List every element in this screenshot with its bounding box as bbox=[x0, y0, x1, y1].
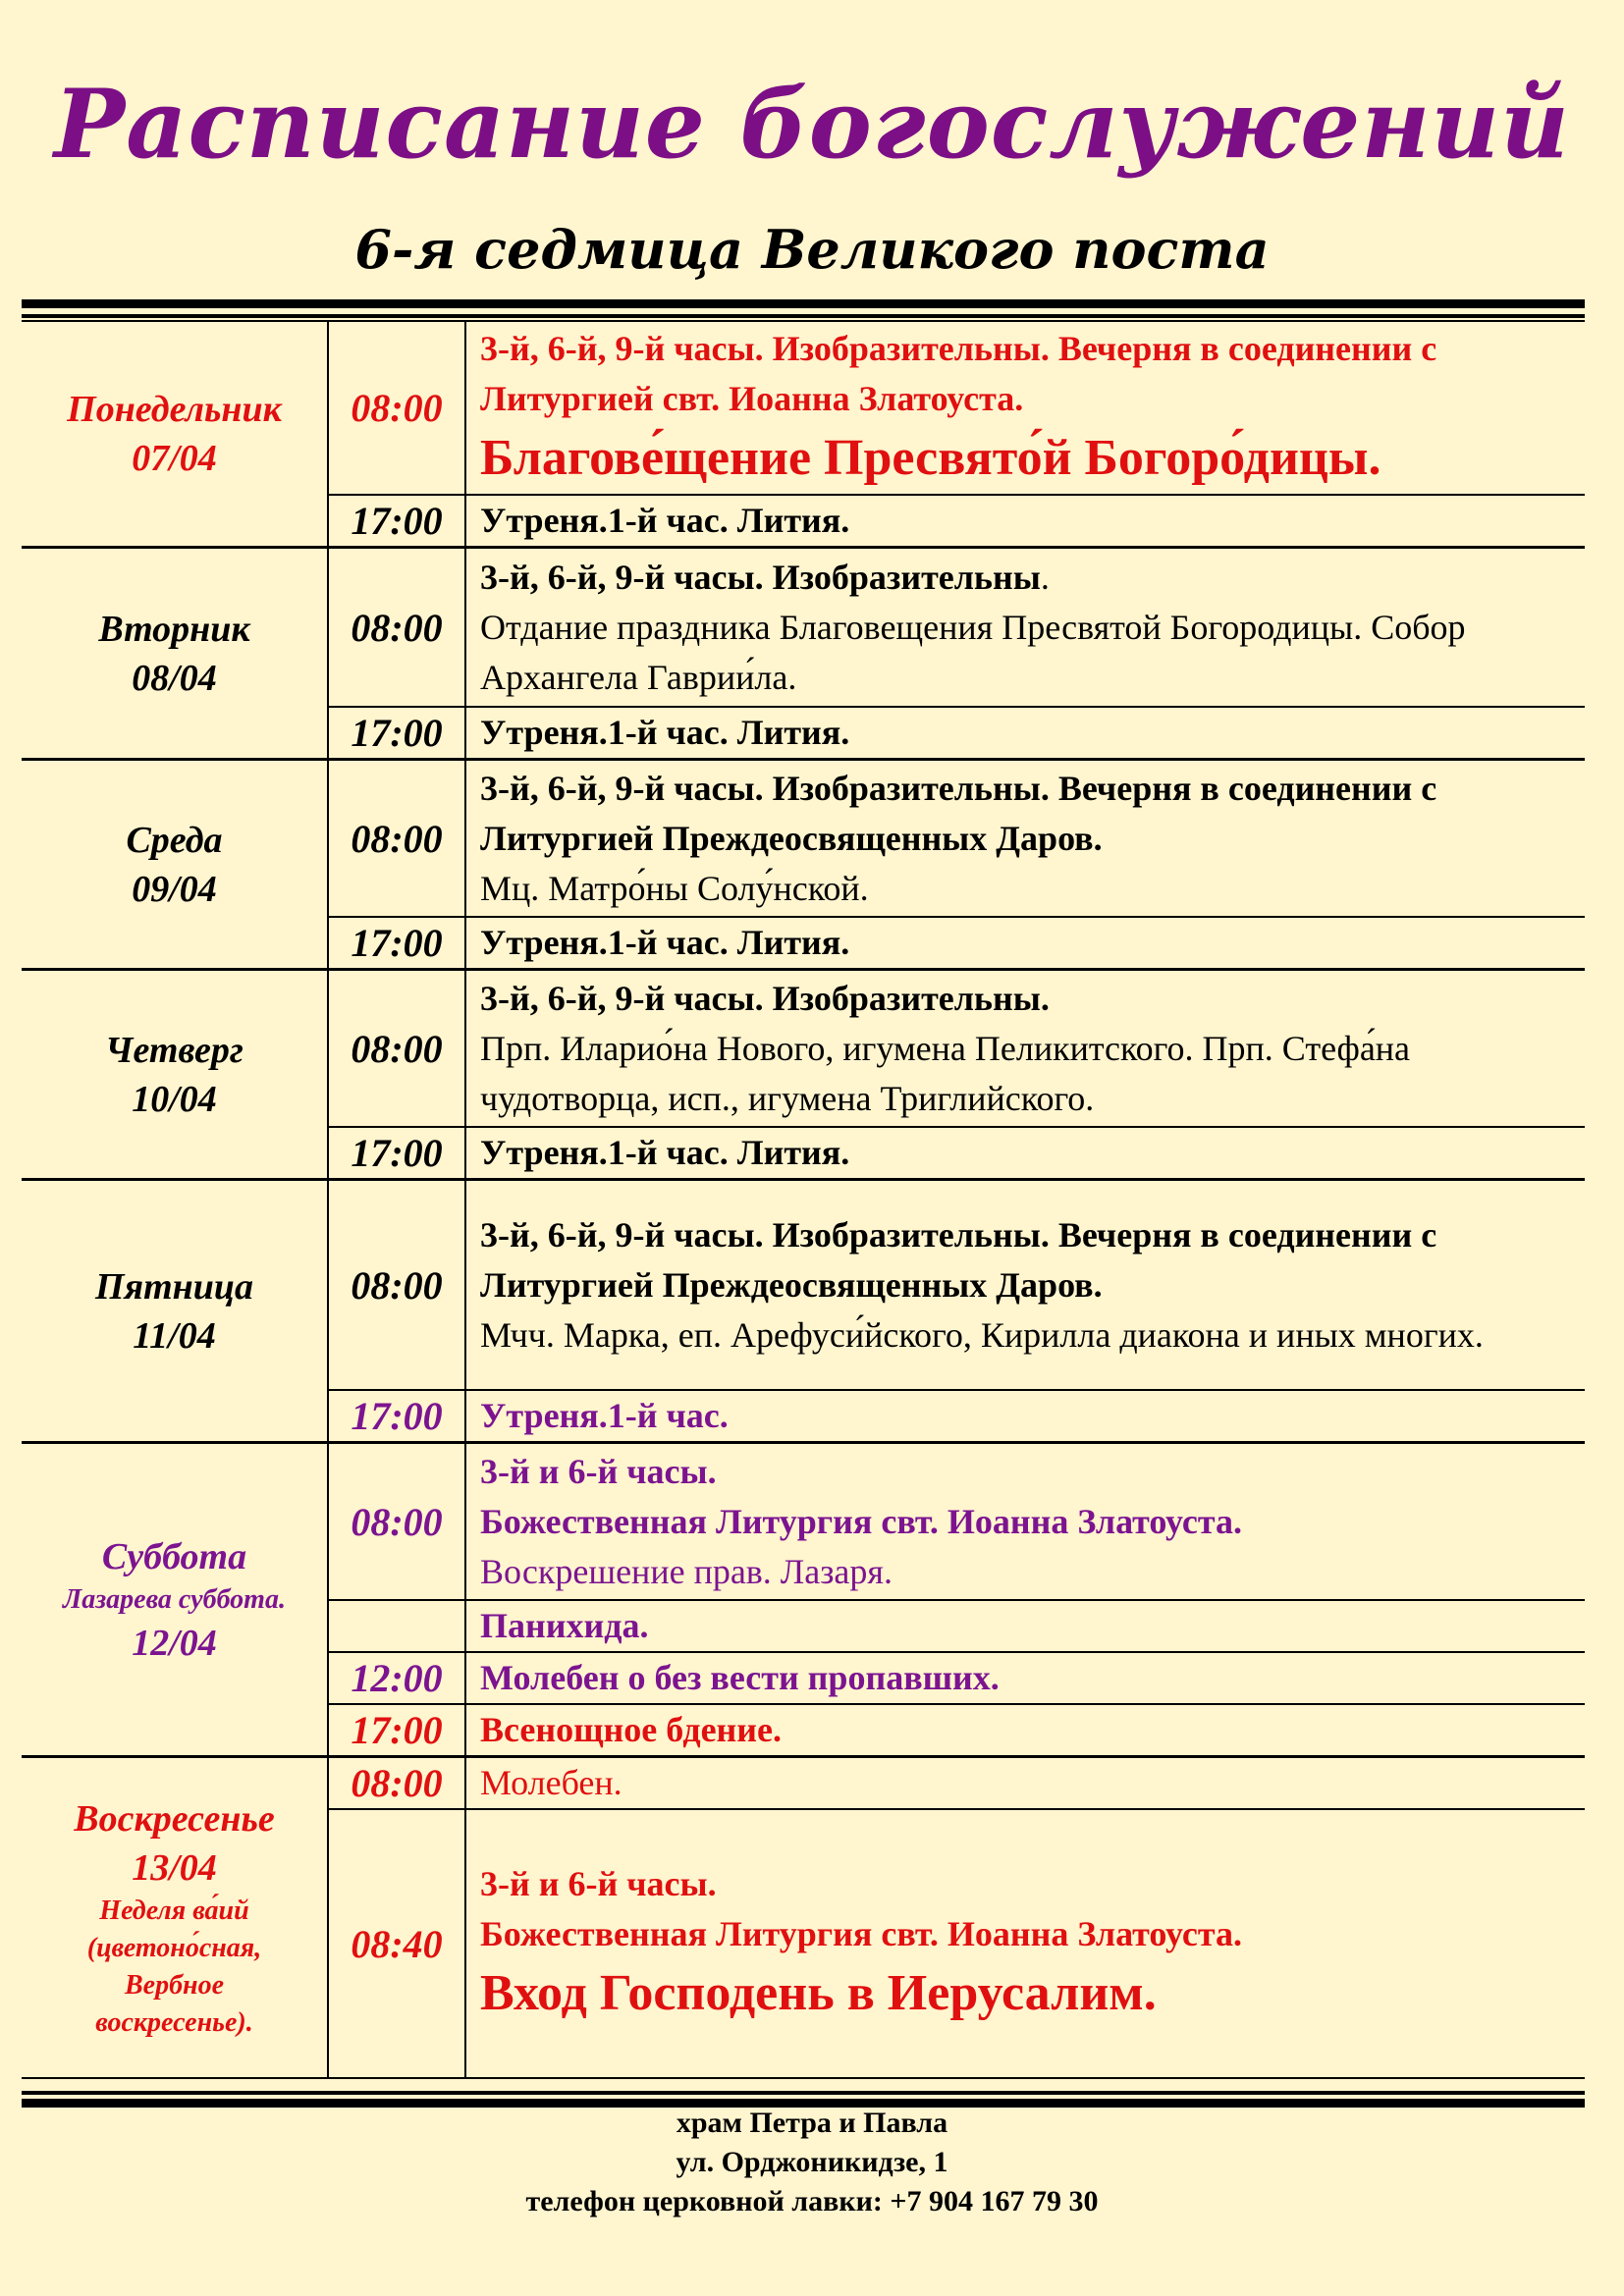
day-name: Понедельник bbox=[67, 389, 282, 430]
service-text: Божественная Литургия свт. Иоанна Златоуста. bbox=[480, 1914, 1242, 1953]
service-time: 17:00 bbox=[328, 917, 465, 970]
service-time: 08:00 bbox=[328, 1180, 465, 1391]
service-text: Утреня.1-й час. Лития. bbox=[465, 1127, 1585, 1180]
service-time: 12:00 bbox=[328, 1652, 465, 1704]
service-text: Всенощное бдение. bbox=[465, 1704, 1585, 1757]
table-row bbox=[22, 321, 1585, 495]
day-cell-monday bbox=[22, 321, 328, 548]
day-date: 11/04 bbox=[133, 1314, 216, 1357]
saint-text: Воскрешение прав. Лазаря. bbox=[480, 1551, 893, 1591]
service-text: 3-й, 6-й, 9-й часы. Изобразительны. Вечерня в соединении с Литургией свт. Иоанна Златоуста. bbox=[480, 328, 1437, 418]
day-date: 09/04 bbox=[132, 868, 217, 910]
saint-text: Мчч. Марка, еп. Арефуси́йского, Кирилла диакона и иных многих. bbox=[480, 1314, 1484, 1355]
table-row bbox=[22, 1443, 1585, 1601]
service-time: 08:00 bbox=[328, 548, 465, 708]
service-text: Молебен. bbox=[465, 1757, 1585, 1810]
table-row bbox=[22, 1757, 1585, 1810]
footer-church-name: храм Петра и Павла bbox=[676, 2107, 948, 2139]
service-time: 17:00 bbox=[328, 1704, 465, 1757]
table-row bbox=[22, 548, 1585, 708]
service-text: Утреня.1-й час. bbox=[465, 1390, 1585, 1443]
day-date: 13/04 bbox=[132, 1846, 217, 1889]
service-text: Утреня.1-й час. Лития. bbox=[465, 917, 1585, 970]
day-cell-saturday bbox=[22, 1443, 328, 1757]
service-text: Утреня.1-й час. Лития. bbox=[465, 707, 1585, 760]
table-row bbox=[22, 760, 1585, 918]
day-name: Воскресенье bbox=[74, 1797, 275, 1840]
day-note: Лазарева суббота. bbox=[63, 1583, 286, 1615]
service-description bbox=[465, 760, 1585, 918]
service-description bbox=[465, 1180, 1585, 1391]
page-subtitle: 6-я седмица Великого поста bbox=[354, 218, 1270, 281]
service-text: Божественная Литургия свт. Иоанна Златоуста. bbox=[480, 1501, 1242, 1541]
day-cell-wednesday bbox=[22, 760, 328, 970]
saint-text: Отдание праздника Благовещения Пресвятой Богородицы. Собор Архангела Гаврии́ла. bbox=[480, 607, 1466, 697]
day-cell-thursday bbox=[22, 970, 328, 1180]
page-title: Расписание богослужений bbox=[54, 69, 1570, 180]
day-name: Суббота bbox=[101, 1535, 247, 1577]
day-date: 10/04 bbox=[132, 1078, 217, 1120]
service-text: Утреня.1-й час. Лития. bbox=[465, 495, 1585, 548]
service-time: 08:00 bbox=[328, 970, 465, 1128]
day-date: 12/04 bbox=[132, 1622, 217, 1664]
service-time: 08:40 bbox=[328, 1809, 465, 2078]
service-time: 08:00 bbox=[328, 1443, 465, 1601]
day-cell-sunday bbox=[22, 1757, 328, 2079]
service-text: 3-й и 6-й часы. bbox=[480, 1864, 717, 1903]
footer-phone: телефон церковной лавки: +7 904 167 79 30 bbox=[525, 2185, 1099, 2217]
service-text: 3-й, 6-й, 9-й часы. Изобразительны bbox=[480, 557, 1041, 597]
day-name: Вторник bbox=[98, 608, 250, 650]
service-time: 08:00 bbox=[328, 760, 465, 918]
service-text: 3-й и 6-й часы. bbox=[480, 1451, 717, 1491]
service-text: 3-й, 6-й, 9-й часы. Изобразительны. Вечерня в соединении с Литургией Преждеосвященных Даров. bbox=[480, 1214, 1437, 1305]
day-cell-tuesday bbox=[22, 548, 328, 760]
service-description bbox=[465, 1443, 1585, 1601]
day-name: Среда bbox=[126, 819, 223, 861]
service-text: Панихида. bbox=[465, 1600, 1585, 1652]
service-time: 08:00 bbox=[328, 1757, 465, 1810]
service-text-tail: . bbox=[1040, 557, 1050, 597]
day-cell-friday bbox=[22, 1180, 328, 1443]
footer-address: ул. Орджоникидзе, 1 bbox=[676, 2146, 948, 2178]
day-name: Пятница bbox=[94, 1265, 254, 1308]
feast-title: Вход Господень в Иерусалим. bbox=[480, 1965, 1157, 2021]
service-text: 3-й, 6-й, 9-й часы. Изобразительны. bbox=[480, 978, 1050, 1018]
day-name: Четверг bbox=[105, 1029, 244, 1071]
service-time: 17:00 bbox=[328, 1390, 465, 1443]
bottom-rule-thin bbox=[22, 2091, 1585, 2095]
top-rule-thick bbox=[22, 299, 1585, 308]
service-description bbox=[465, 970, 1585, 1128]
service-time: 08:00 bbox=[328, 321, 465, 495]
service-text: Молебен о без вести пропавших. bbox=[465, 1652, 1585, 1704]
schedule-table bbox=[22, 320, 1585, 2079]
day-date: 07/04 bbox=[132, 438, 217, 479]
day-note: Неделя ва́ий (цветоно́сная, Вербное воскресенье). bbox=[86, 1895, 262, 2038]
table-row bbox=[22, 1180, 1585, 1391]
top-rule-thin bbox=[22, 314, 1585, 318]
saint-text: Прп. Иларио́на Нового, игумена Пеликитского. Прп. Стефа́на чудотворца, исп., игумена Триглийского. bbox=[480, 1028, 1411, 1118]
service-description bbox=[465, 321, 1585, 495]
service-time: 17:00 bbox=[328, 707, 465, 760]
service-time: 17:00 bbox=[328, 1127, 465, 1180]
saint-text: Мц. Матро́ны Солу́нской. bbox=[480, 868, 869, 908]
service-description bbox=[465, 1809, 1585, 2078]
service-time: 17:00 bbox=[328, 495, 465, 548]
service-time bbox=[328, 1600, 465, 1652]
service-text: 3-й, 6-й, 9-й часы. Изобразительны. Вечерня в соединении с Литургией Преждеосвященных Даров. bbox=[480, 768, 1437, 858]
service-description bbox=[465, 548, 1585, 708]
feast-title: Благове́щение Пресвято́й Богоро́дицы. bbox=[480, 429, 1381, 486]
table-row bbox=[22, 970, 1585, 1128]
day-date: 08/04 bbox=[132, 657, 217, 699]
